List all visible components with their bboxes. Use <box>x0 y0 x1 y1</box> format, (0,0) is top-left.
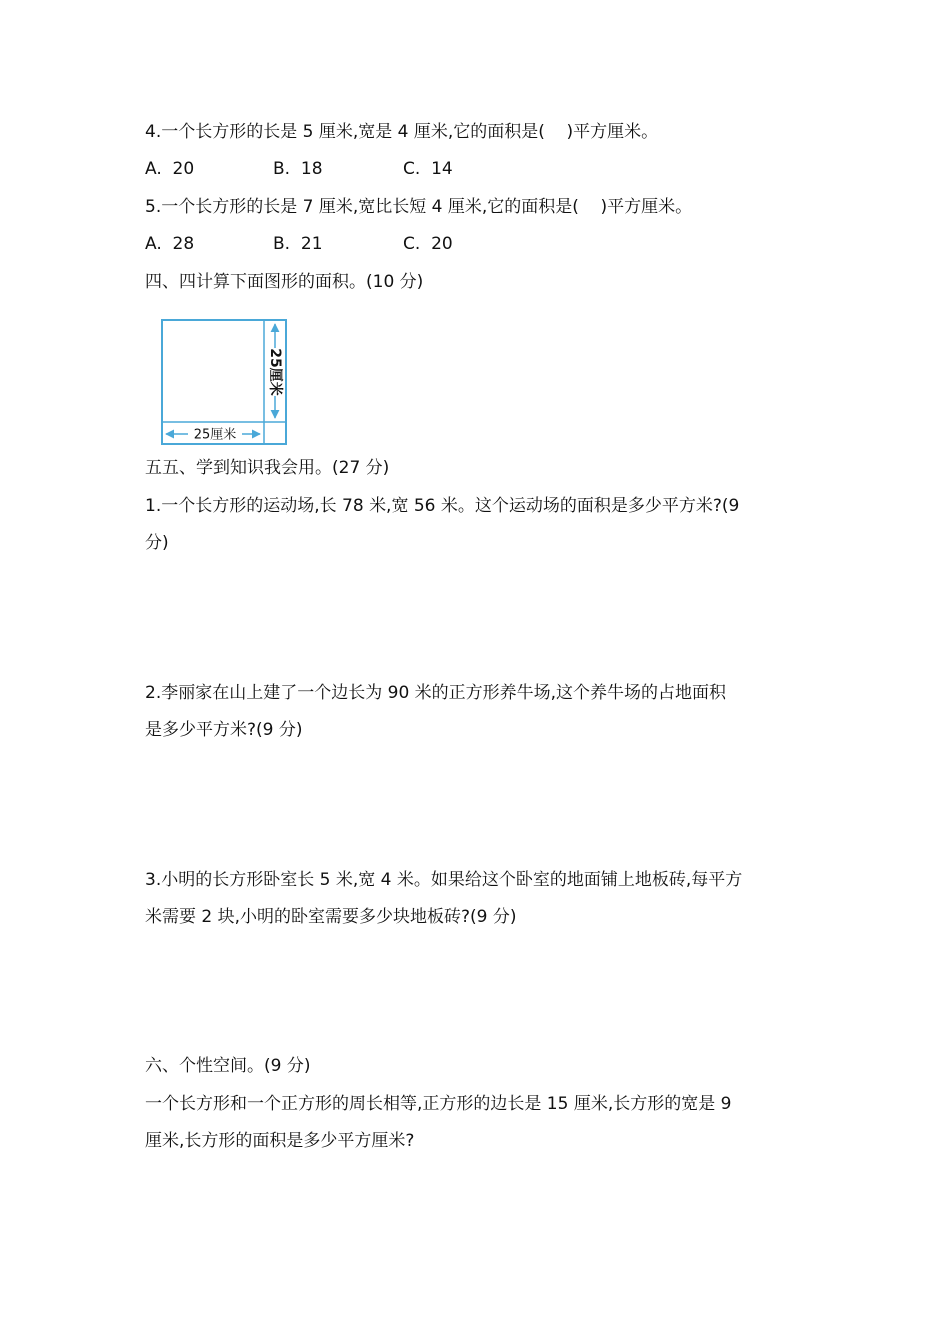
problem-1-line-2: 分) <box>145 533 169 553</box>
question-5-option-c: C. 20 <box>403 234 453 254</box>
problem-2-line-2: 是多少平方米?(9 分) <box>145 720 303 740</box>
section-6-line-2: 厘米,长方形的面积是多少平方厘米? <box>145 1131 415 1151</box>
problem-3-line-2: 米需要 2 块,小明的卧室需要多少块地板砖?(9 分) <box>145 907 517 927</box>
problem-3-line-1: 3.小明的长方形卧室长 5 米,宽 4 米。如果给这个卧室的地面铺上地板砖,每平方 <box>145 870 743 890</box>
section-4-heading: 四、四计算下面图形的面积。(10 分) <box>145 272 424 292</box>
question-4-text: 4.一个长方形的长是 5 厘米,宽是 4 厘米,它的面积是( )平方厘米。 <box>145 122 659 142</box>
question-4-option-b: B. 18 <box>273 159 323 179</box>
question-5-text: 5.一个长方形的长是 7 厘米,宽比长短 4 厘米,它的面积是( )平方厘米。 <box>145 197 693 217</box>
question-5-option-a: A. 28 <box>145 234 195 254</box>
section-6-line-1: 一个长方形和一个正方形的周长相等,正方形的边长是 15 厘米,长方形的宽是 9 <box>145 1094 732 1114</box>
side-length-label: 25厘米 <box>267 348 283 396</box>
question-4-option-a: A. 20 <box>145 159 195 179</box>
bottom-length-label: 25厘米 <box>193 427 237 443</box>
square-figure <box>160 318 290 448</box>
problem-2-line-1: 2.李丽家在山上建了一个边长为 90 米的正方形养牛场,这个养牛场的占地面积 <box>145 683 727 703</box>
problem-1-line-1: 1.一个长方形的运动场,长 78 米,宽 56 米。这个运动场的面积是多少平方米?(9 <box>145 496 740 516</box>
question-5-option-b: B. 21 <box>273 234 323 254</box>
section-6-heading: 六、个性空间。(9 分) <box>145 1056 311 1076</box>
question-4-option-c: C. 14 <box>403 159 453 179</box>
section-5-heading: 五五、学到知识我会用。(27 分) <box>145 458 390 478</box>
square-diagram <box>160 318 290 448</box>
